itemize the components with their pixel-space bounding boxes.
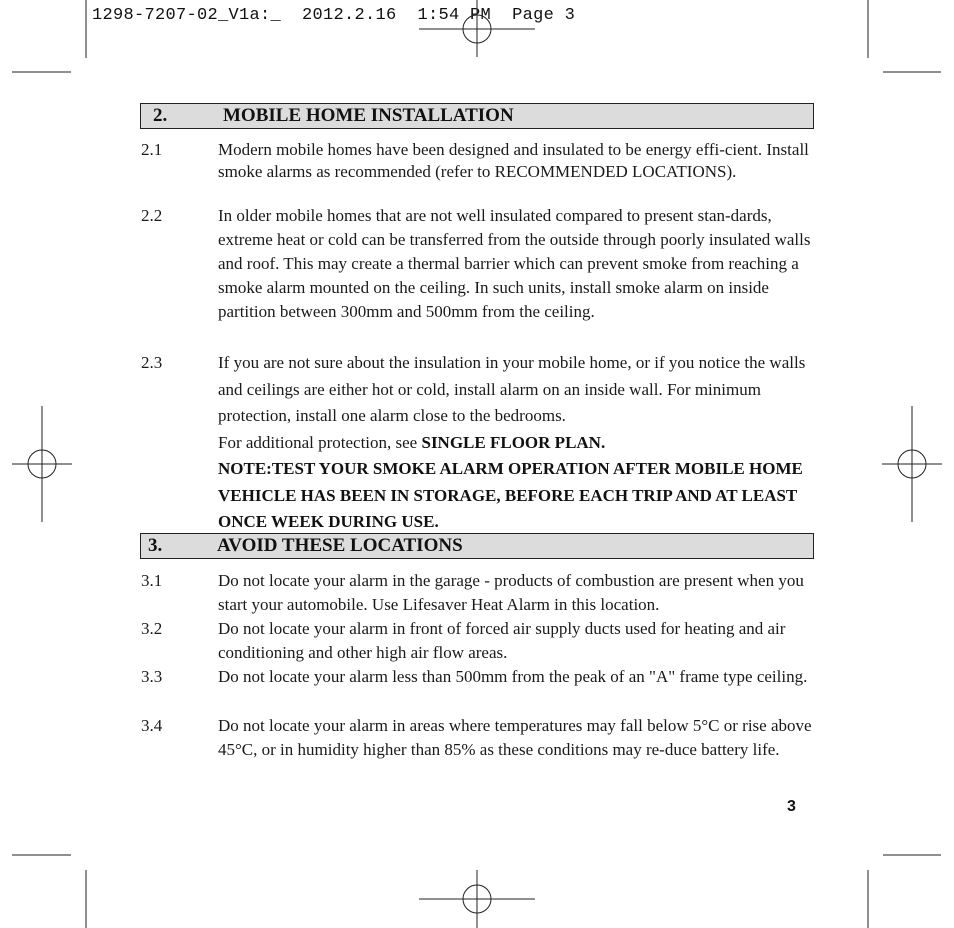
section-heading-avoid-these-locations	[140, 533, 814, 559]
additional-protection-text: For additional protection, see	[218, 432, 422, 452]
registration-mark-right	[882, 406, 942, 522]
item-text: Do not locate your alarm less than 500mm from the peak of an "A" frame type ceiling.	[218, 667, 808, 686]
item-text: Do not locate your alarm in front of forced air supply ducts used for heating and air conditioning and other high air flow areas.	[218, 619, 786, 663]
single-floor-plan-reference: SINGLE FLOOR PLAN.	[421, 432, 606, 452]
list-item-2-3	[141, 350, 813, 536]
item-number: 3.1	[141, 571, 163, 590]
item-number: 3.3	[141, 667, 163, 686]
storage-note: NOTE:TEST YOUR SMOKE ALARM OPERATION AFTER MOBILE HOME VEHICLE HAS BEEN IN STORAGE, BEFORE EACH TRIP AND AT LEAST ONCE WEEK DURING USE.	[218, 459, 803, 531]
item-number: 2.1	[141, 140, 163, 159]
item-text: Do not locate your alarm in areas where temperatures may fall below 5°C or rise above 45°C, or in humidity higher than 85% as these conditions may re-duce battery life.	[218, 716, 812, 760]
section-title: MOBILE HOME INSTALLATION	[223, 105, 514, 126]
registration-mark-left	[12, 406, 72, 522]
list-item-3-2	[141, 617, 813, 666]
item-number: 3.2	[141, 619, 163, 638]
list-item-2-1	[141, 139, 813, 182]
item-text: In older mobile homes that are not well insulated compared to present stan-dards, extreme heat or cold can be transferred from the outside through poorly insulated walls and roof. This may create a thermal barrier which can prevent smoke from reaching a smoke alarm mounted on the ceiling. In such units, install smoke alarm on inside partition between 300mm and 500mm from the ceiling.	[218, 206, 811, 321]
section-number: 2.	[153, 105, 168, 126]
print-slug: 1298-7207-02_V1a:_ 2012.2.16 1:54 PM Page 3	[92, 6, 576, 25]
item-number: 2.3	[141, 353, 163, 372]
item-text: Modern mobile homes have been designed and insulated to be energy effi-cient. Install smoke alarms as recommended (refer to RECOMMENDED LOCATIONS).	[218, 140, 809, 181]
list-item-2-2	[141, 204, 813, 324]
item-text: Do not locate your alarm in the garage - products of combustion are present when you start your automobile. Use Lifesaver Heat Alarm in this location.	[218, 571, 804, 615]
registration-mark-top	[419, 0, 535, 57]
page-number: 3	[787, 798, 796, 815]
item-text: If you are not sure about the insulation in your mobile home, or if you notice the walls and ceilings are either hot or cold, install alarm on an inside wall. For minimum protection, install one alarm close to the bedrooms.	[218, 353, 806, 425]
item-number: 3.4	[141, 716, 163, 735]
registration-mark-bottom	[419, 870, 535, 928]
list-item-3-4	[141, 714, 813, 763]
section-title: AVOID THESE LOCATIONS	[217, 535, 463, 556]
list-item-3-3	[141, 665, 813, 689]
list-item-3-1	[141, 569, 813, 618]
section-heading-mobile-home-installation	[140, 103, 814, 129]
item-number: 2.2	[141, 206, 163, 225]
section-number: 3.	[148, 535, 163, 556]
